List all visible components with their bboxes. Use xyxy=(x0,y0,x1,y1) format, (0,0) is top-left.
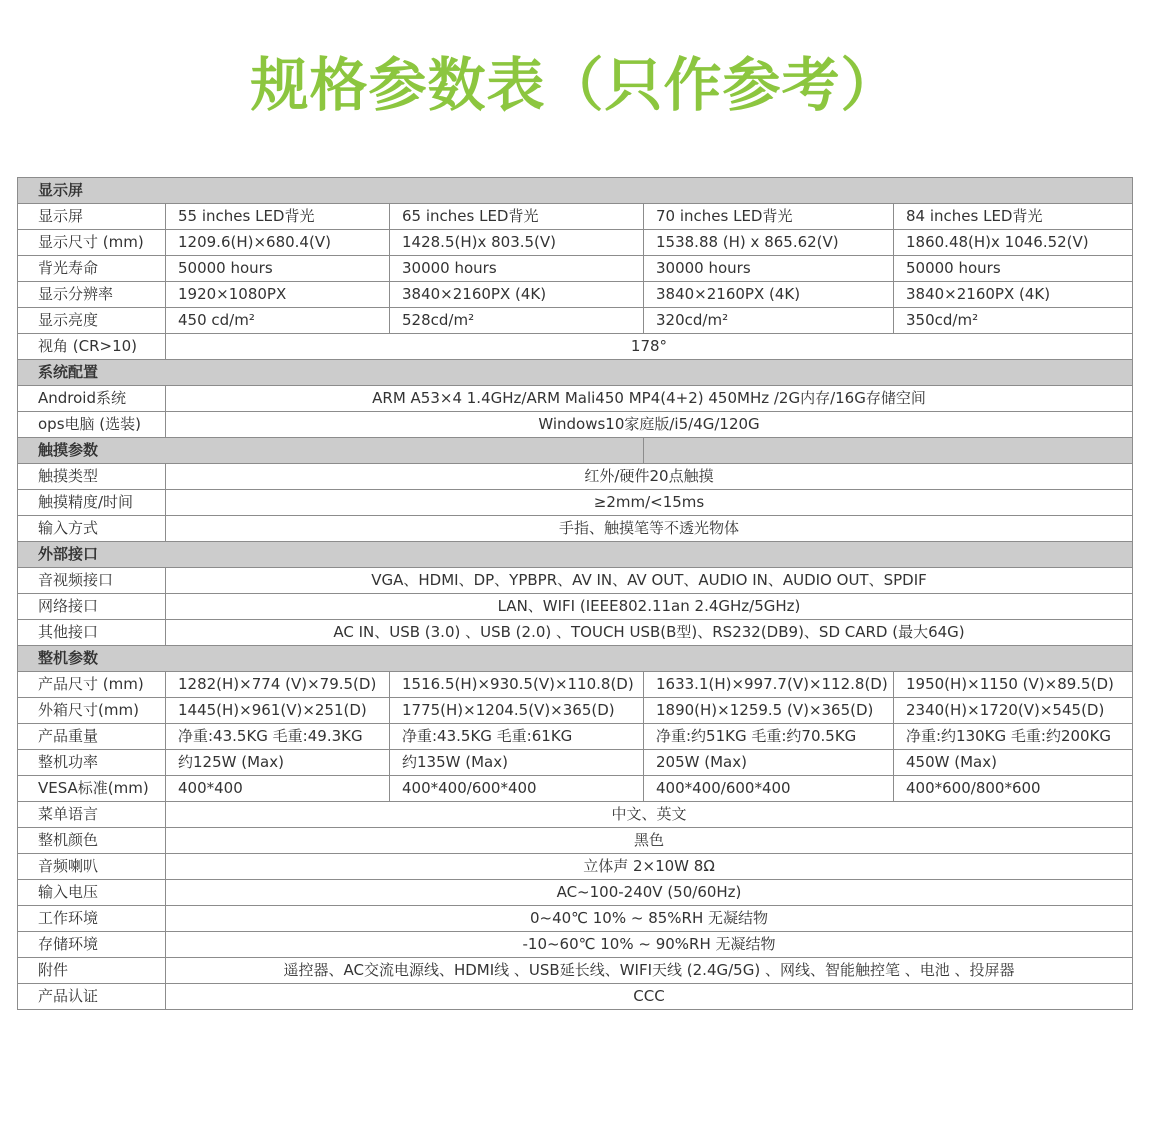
table-row xyxy=(18,672,1133,698)
table-row xyxy=(18,776,1133,802)
cell-value: 黑色 xyxy=(166,828,1133,854)
cell-value: 1890(H)×1259.5 (V)×365(D) xyxy=(644,698,894,724)
table-row xyxy=(18,594,1133,620)
table-row xyxy=(18,490,1133,516)
table-row xyxy=(18,724,1133,750)
table-row xyxy=(18,464,1133,490)
row-label: 显示尺寸 (mm) xyxy=(18,230,166,256)
cell-value: ARM A53×4 1.4GHz/ARM Mali450 MP4(4+2) 450MHz /2G内存/16G存储空间 xyxy=(166,386,1133,412)
cell-value: 净重:约130KG 毛重:约200KG xyxy=(894,724,1133,750)
cell-value: 约135W (Max) xyxy=(390,750,644,776)
cell-value: CCC xyxy=(166,984,1133,1010)
table-row xyxy=(18,854,1133,880)
table-row xyxy=(18,984,1133,1010)
row-label: 附件 xyxy=(18,958,166,984)
table-row xyxy=(18,828,1133,854)
table-row xyxy=(18,516,1133,542)
page-title: 规格参数表（只作参考） xyxy=(250,51,900,119)
cell-value: 1775(H)×1204.5(V)×365(D) xyxy=(390,698,644,724)
table-row xyxy=(18,282,1133,308)
row-label: 网络接口 xyxy=(18,594,166,620)
row-label: VESA标准(mm) xyxy=(18,776,166,802)
cell-value: 350cd/m² xyxy=(894,308,1133,334)
cell-value: 55 inches LED背光 xyxy=(166,204,390,230)
section-title: 外部接口 xyxy=(18,542,1133,568)
table-row xyxy=(18,802,1133,828)
cell-value: 50000 hours xyxy=(894,256,1133,282)
cell-value: 3840×2160PX (4K) xyxy=(644,282,894,308)
row-label: Android系统 xyxy=(18,386,166,412)
cell-value: 205W (Max) xyxy=(644,750,894,776)
table-row xyxy=(18,750,1133,776)
cell-value: 2340(H)×1720(V)×545(D) xyxy=(894,698,1133,724)
row-label: 显示分辨率 xyxy=(18,282,166,308)
cell-value: 400*400 xyxy=(166,776,390,802)
cell-value: 3840×2160PX (4K) xyxy=(894,282,1133,308)
row-label: 菜单语言 xyxy=(18,802,166,828)
cell-value: 84 inches LED背光 xyxy=(894,204,1133,230)
section-title: 整机参数 xyxy=(18,646,1133,672)
cell-value: 中文、英文 xyxy=(166,802,1133,828)
row-label: 输入电压 xyxy=(18,880,166,906)
cell-value: 1860.48(H)x 1046.52(V) xyxy=(894,230,1133,256)
section-header-ports xyxy=(18,542,1133,568)
section-header-system xyxy=(18,360,1133,386)
cell-value: AC IN、USB (3.0) 、USB (2.0) 、TOUCH USB(B型)、RS232(DB9)、SD CARD (最大64G) xyxy=(166,620,1133,646)
cell-value: 65 inches LED背光 xyxy=(390,204,644,230)
cell-value: VGA、HDMI、DP、YPBPR、AV IN、AV OUT、AUDIO IN、AUDIO OUT、SPDIF xyxy=(166,568,1133,594)
row-label: 外箱尺寸(mm) xyxy=(18,698,166,724)
cell-value: 净重:43.5KG 毛重:61KG xyxy=(390,724,644,750)
table-row xyxy=(18,308,1133,334)
row-label: 整机功率 xyxy=(18,750,166,776)
cell-value: 30000 hours xyxy=(390,256,644,282)
section-header-display xyxy=(18,178,1133,204)
row-label: 音视频接口 xyxy=(18,568,166,594)
cell-value: 0~40℃ 10% ~ 85%RH 无凝结物 xyxy=(166,906,1133,932)
row-label: 显示屏 xyxy=(18,204,166,230)
row-label: ops电脑 (选装) xyxy=(18,412,166,438)
cell-value: AC~100-240V (50/60Hz) xyxy=(166,880,1133,906)
cell-value: 红外/硬件20点触摸 xyxy=(166,464,1133,490)
cell-value: 遥控器、AC交流电源线、HDMI线 、USB延长线、WIFI天线 (2.4G/5G) 、网线、智能触控笔 、电池 、投屏器 xyxy=(166,958,1133,984)
cell-value: 30000 hours xyxy=(644,256,894,282)
cell-value: 1445(H)×961(V)×251(D) xyxy=(166,698,390,724)
row-label: 其他接口 xyxy=(18,620,166,646)
cell-value: 1633.1(H)×997.7(V)×112.8(D) xyxy=(644,672,894,698)
table-row xyxy=(18,880,1133,906)
row-label: 整机颜色 xyxy=(18,828,166,854)
table-row xyxy=(18,698,1133,724)
cell-value: ≥2mm/<15ms xyxy=(166,490,1133,516)
row-label: 触摸类型 xyxy=(18,464,166,490)
section-title: 系统配置 xyxy=(18,360,1133,386)
cell-value: 400*400/600*400 xyxy=(390,776,644,802)
cell-value: 400*400/600*400 xyxy=(644,776,894,802)
table-row xyxy=(18,932,1133,958)
cell-value: 1538.88 (H) x 865.62(V) xyxy=(644,230,894,256)
cell-value: 320cd/m² xyxy=(644,308,894,334)
row-label: 工作环境 xyxy=(18,906,166,932)
cell-value: Windows10家庭版/i5/4G/120G xyxy=(166,412,1133,438)
table-row xyxy=(18,412,1133,438)
cell-value: 1428.5(H)x 803.5(V) xyxy=(390,230,644,256)
cell-value: 净重:43.5KG 毛重:49.3KG xyxy=(166,724,390,750)
cell-value: 立体声 2×10W 8Ω xyxy=(166,854,1133,880)
cell-value: 3840×2160PX (4K) xyxy=(390,282,644,308)
cell-value: -10~60℃ 10% ~ 90%RH 无凝结物 xyxy=(166,932,1133,958)
row-label: 背光寿命 xyxy=(18,256,166,282)
row-label: 产品尺寸 (mm) xyxy=(18,672,166,698)
table-row xyxy=(18,256,1133,282)
table-row xyxy=(18,568,1133,594)
table-row xyxy=(18,906,1133,932)
row-label: 存储环境 xyxy=(18,932,166,958)
cell-value: 450W (Max) xyxy=(894,750,1133,776)
cell-value: 净重:约51KG 毛重:约70.5KG xyxy=(644,724,894,750)
cell-value: 1516.5(H)×930.5(V)×110.8(D) xyxy=(390,672,644,698)
table-row xyxy=(18,620,1133,646)
table-row xyxy=(18,386,1133,412)
table-row xyxy=(18,958,1133,984)
table-row xyxy=(18,334,1133,360)
section-header-machine xyxy=(18,646,1133,672)
row-label: 输入方式 xyxy=(18,516,166,542)
cell-value: 1950(H)×1150 (V)×89.5(D) xyxy=(894,672,1133,698)
section-title: 显示屏 xyxy=(18,178,1133,204)
table-row xyxy=(18,230,1133,256)
cell-value: 1209.6(H)×680.4(V) xyxy=(166,230,390,256)
cell-value: 约125W (Max) xyxy=(166,750,390,776)
cell-value: 528cd/m² xyxy=(390,308,644,334)
cell-value: 400*600/800*600 xyxy=(894,776,1133,802)
section-header-touch xyxy=(18,438,1133,464)
section-fill xyxy=(644,438,1133,464)
cell-value: 178° xyxy=(166,334,1133,360)
cell-value: 450 cd/m² xyxy=(166,308,390,334)
section-title: 触摸参数 xyxy=(18,438,644,464)
cell-value: 70 inches LED背光 xyxy=(644,204,894,230)
row-label: 视角 (CR>10) xyxy=(18,334,166,360)
spec-table xyxy=(17,177,1133,1010)
row-label: 音频喇叭 xyxy=(18,854,166,880)
cell-value: 1920×1080PX xyxy=(166,282,390,308)
row-label: 触摸精度/时间 xyxy=(18,490,166,516)
table-row xyxy=(18,204,1133,230)
row-label: 显示亮度 xyxy=(18,308,166,334)
cell-value: LAN、WIFI (IEEE802.11an 2.4GHz/5GHz) xyxy=(166,594,1133,620)
row-label: 产品认证 xyxy=(18,984,166,1010)
cell-value: 手指、触摸笔等不透光物体 xyxy=(166,516,1133,542)
cell-value: 1282(H)×774 (V)×79.5(D) xyxy=(166,672,390,698)
cell-value: 50000 hours xyxy=(166,256,390,282)
row-label: 产品重量 xyxy=(18,724,166,750)
